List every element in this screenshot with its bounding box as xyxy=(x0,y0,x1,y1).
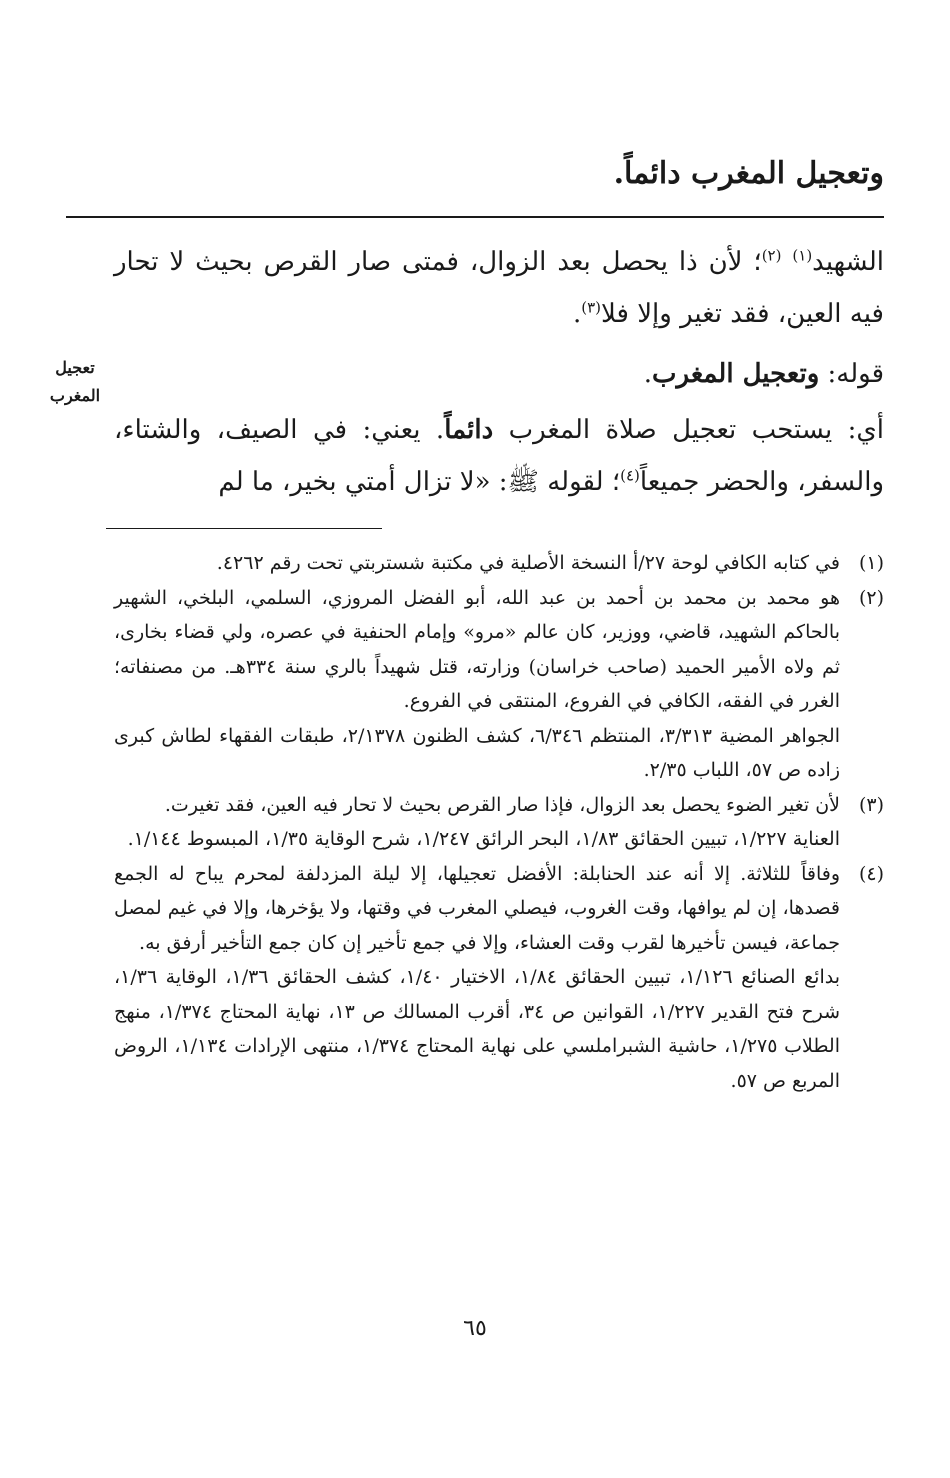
margin-heading xyxy=(40,354,110,410)
sharh-text: . xyxy=(572,299,582,329)
footnote-4 xyxy=(114,857,884,961)
footnote-number: (٤) xyxy=(858,862,884,885)
sharh-paragraph-2 xyxy=(114,348,884,400)
footnote-ref-2[interactable]: (٢) xyxy=(761,246,782,265)
sharh-paragraph-3 xyxy=(114,404,884,508)
sharh-paragraph-1 xyxy=(114,236,884,340)
sharh-text: الشهيد xyxy=(812,247,884,277)
matn-heading xyxy=(114,152,884,196)
footnote-text: وفاقاً للثلاثة. إلا أنه عند الحنابلة: الأفضل تعجيلها، إلا ليلة المزدلفة لمحرم يباح له الجمع قصدها، إن لم يوافها، وقت الغروب، فيصلي المغرب في وقتها، ولا يؤخرها، وإلا في غيم لمصل جماعة، فيسن تأخيرها لقرب وقت العشاء، وإلا في جمع تأخير إن كان جمع التأخير أرفق به. xyxy=(114,862,840,954)
sharh-text: . xyxy=(643,359,652,389)
footnote-2 xyxy=(114,581,884,719)
footnote-number: (١) xyxy=(858,552,884,574)
quoted-matn: وتعجيل المغرب xyxy=(652,359,820,389)
sharh-text: ؛ لقوله ﷺ: «لا تزال أمتي بخير، ما لم xyxy=(218,467,621,497)
margin-heading-line: تعجيل xyxy=(55,358,95,377)
footnote-separator-rule xyxy=(106,528,382,529)
page-number: ٦٥ xyxy=(463,1316,487,1341)
footnote-ref-1[interactable]: (١) xyxy=(792,246,813,265)
footnotes xyxy=(114,546,884,1098)
footnote-2-sources: الجواهر المضية ٣/٣١٣، المنتظم ٦/٣٤٦، كشف الظنون ٢/١٣٧٨، طبقات الفقهاء لطاش كبرى زاده ص ٥٧، اللباب ٢/٣٥. xyxy=(114,724,840,781)
footnote-ref-3[interactable]: (٣) xyxy=(581,298,601,317)
footnote-4-sources: بدائع الصنائع ١/١٢٦، تبيين الحقائق ١/٨٤، الاختيار ١/٤٠، كشف الحقائق ١/٣٦، الوقاية ١/٣٦، شرح فتح القدير ١/٢٢٧، القوانين ص ٣٤، أقرب المسالك ص ١٣، نهاية المحتاج ١/٣٧٤، منهج الطلاب ١/٢٧٥، حاشية الشبراملسي على نهاية المحتاج ١/٣٧٤، منتهى الإرادات ١/١٣٤، الروض المربع ص ٥٧. xyxy=(114,966,840,1092)
footnote-text: في كتابه الكافي لوحة ٢٧/أ النسخة الأصلية في مكتبة شستربتي تحت رقم ٤٢٦٢. xyxy=(216,552,840,574)
sharh-text: . يعني: في الصيف، والشتاء، والسفر، والحضر جميعاً xyxy=(114,415,884,497)
footnote-3 xyxy=(114,788,884,823)
sharh-text: ؛ لأن ذا يحصل بعد الزوال، فمتى صار القرص بحيث لا تحار فيه العين، فقد تغير وإلا فلا xyxy=(114,247,884,329)
quoted-matn: دائماً xyxy=(444,415,494,445)
footnote-1 xyxy=(114,546,884,581)
footnote-text: هو محمد بن محمد بن أحمد بن عبد الله، أبو الفضل المروزي، السلمي، البلخي، الشهير بالحاكم الشهيد، قاضي، ووزير، كان عالم «مرو» وإمام الحنفية في عصره، ولي قضاء بخارى، ثم ولاه الأمير الحميد (صاحب خراسان) وزارته، قتل شهيداً بالري سنة ٣٣٤هـ. من مصنفاته؛ الغرر في الفقه، الكافي في الفروع، المنتقى في الفروع. xyxy=(114,586,840,712)
sharh-text: قوله: xyxy=(819,359,884,389)
footnote-3-sources: العناية ١/٢٢٧، تبيين الحقائق ١/٨٣، البحر الرائق ١/٢٤٧، شرح الوقاية ١/٣٥، المبسوط ١/١٤٤. xyxy=(127,828,840,850)
footnote-number: (٣) xyxy=(858,793,884,816)
footnote-number: (٢) xyxy=(858,586,884,609)
matn-separator-rule xyxy=(66,216,884,218)
margin-heading-line: المغرب xyxy=(49,386,101,405)
footnote-text: لأن تغير الضوء يحصل بعد الزوال، فإذا صار القرص بحيث لا تحار فيه العين، فقد تغيرت. xyxy=(164,793,840,816)
footnote-ref-4[interactable]: (٤) xyxy=(620,466,640,485)
matn-text: وتعجيل المغرب دائماً. xyxy=(613,156,884,191)
sharh-text: أي: يستحب تعجيل صلاة المغرب xyxy=(493,415,884,445)
